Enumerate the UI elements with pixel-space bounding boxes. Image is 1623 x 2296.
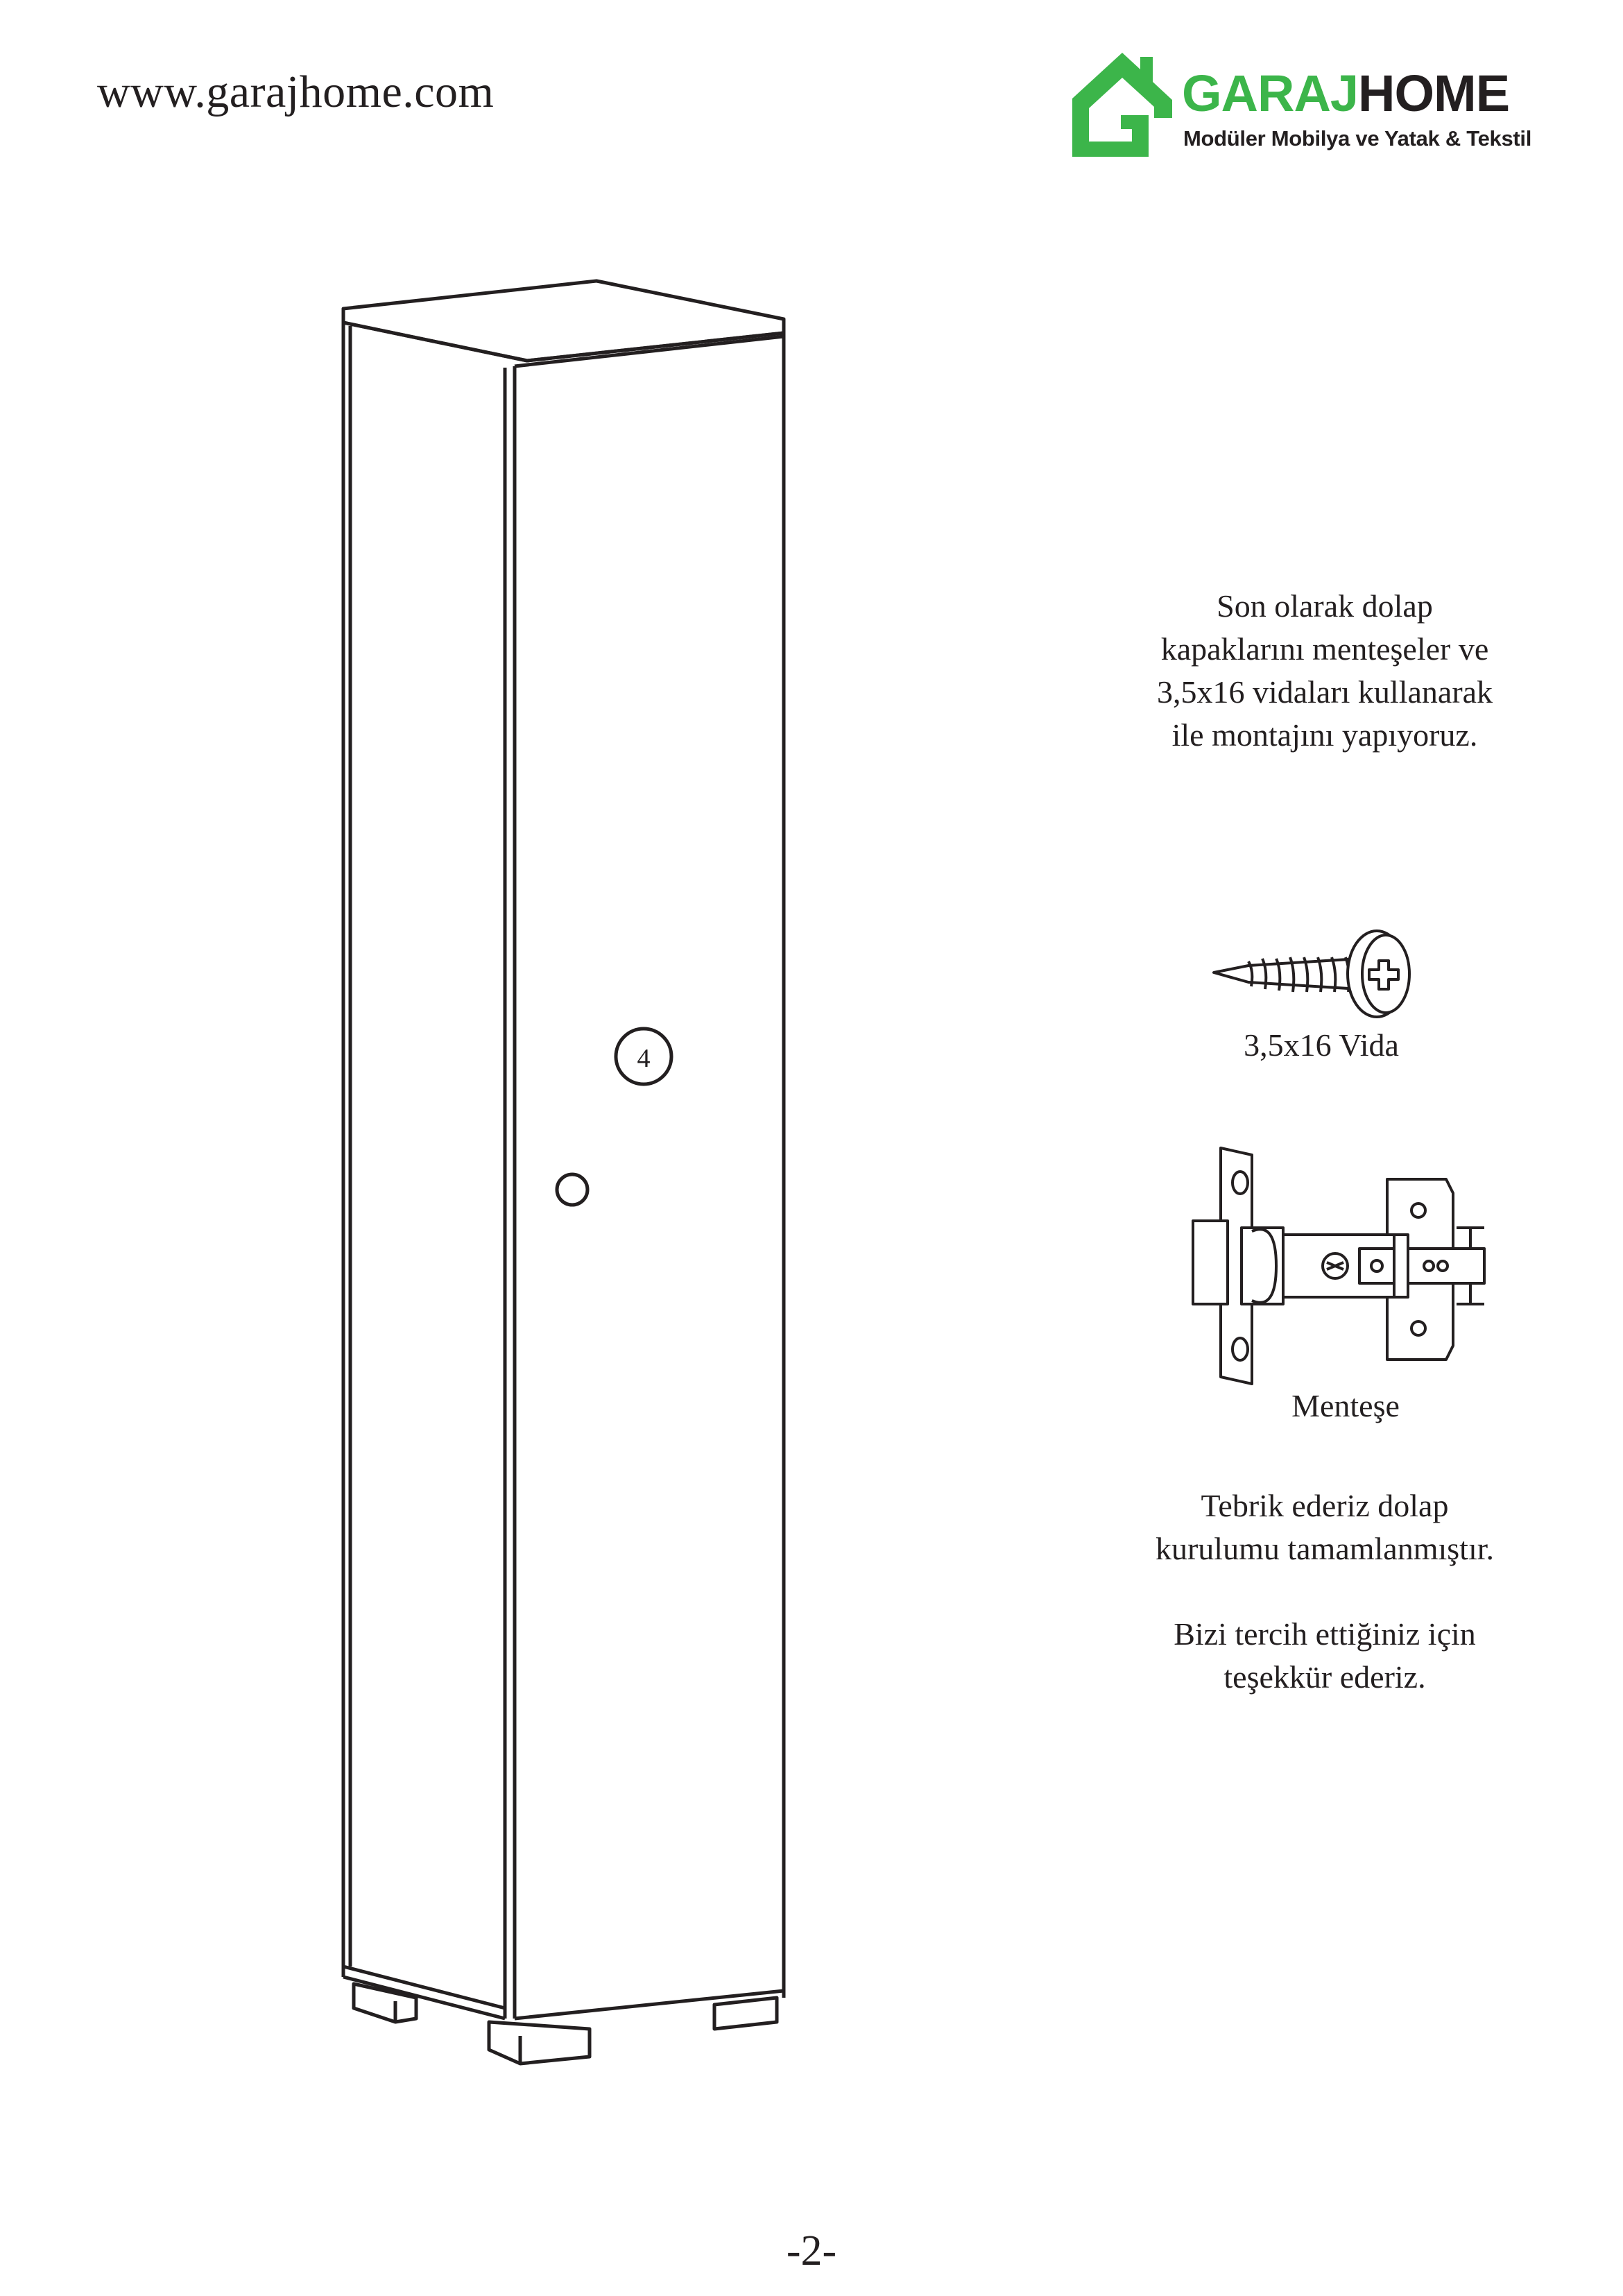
assembly-instruction (1082, 585, 1568, 757)
page-number: -2- (786, 2227, 837, 2274)
part-number-label: 4 (637, 1044, 651, 1073)
house-logo-icon (1068, 49, 1179, 160)
instruction-line: kapaklarını menteşeler ve (1160, 631, 1489, 667)
cabinet-foot-left (354, 1984, 416, 2022)
brand-tagline: Modüler Mobilya ve Yatak & Tekstil (1183, 126, 1532, 151)
brand-name-home: HOME (1358, 65, 1510, 122)
thanks-line: teşekkür ederiz. (1223, 1659, 1426, 1695)
congrats-message (1096, 1484, 1554, 1570)
instruction-line: Son olarak dolap (1217, 588, 1433, 624)
cabinet-top-panel (343, 281, 784, 361)
thanks-message (1096, 1613, 1554, 1699)
brand-logo (1068, 49, 1532, 160)
brand-name (1182, 65, 1510, 122)
cabinet-foot-front (489, 2022, 590, 2064)
screw-icon (1207, 923, 1429, 1034)
brand-name-garaj: GARAJ (1182, 65, 1359, 122)
thanks-line: Bizi tercih ettiğiniz için (1174, 1616, 1476, 1652)
cabinet-illustration (326, 271, 812, 2109)
instruction-line: 3,5x16 vidaları kullanarak (1156, 674, 1493, 710)
cabinet-foot-right (714, 1998, 777, 2029)
screw-label: 3,5x16 Vida (1244, 1027, 1399, 1063)
door-knob (557, 1174, 587, 1205)
instruction-line: ile montajını yapıyoruz. (1171, 717, 1478, 753)
congrats-line: Tebrik ederiz dolap (1201, 1488, 1449, 1523)
website-url: www.garajhome.com (97, 67, 495, 117)
congrats-line: kurulumu tamamlanmıştır. (1155, 1531, 1495, 1566)
hinge-icon (1179, 1145, 1498, 1394)
hinge-label: Menteşe (1291, 1388, 1400, 1423)
